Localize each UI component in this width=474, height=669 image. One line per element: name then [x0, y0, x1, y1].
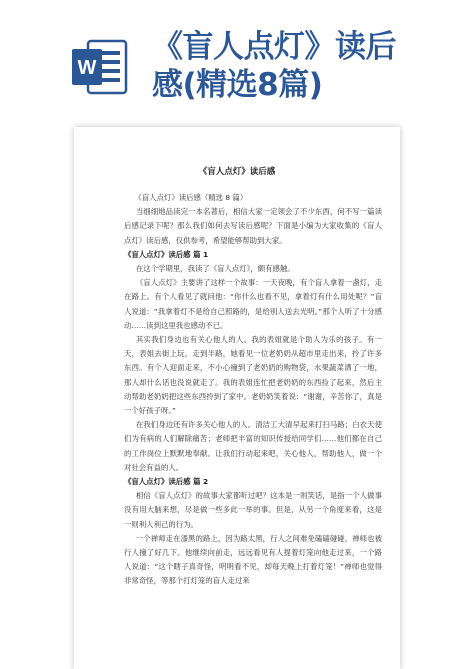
section1-paragraph-4: 在我们身边还有许多关心他人的人。清洁工大清早起来打扫马路；白衣天使们为有病的人们解除痛苦；老师把丰富的知识传授给同学们……他们都在自己的工作岗位上默默地奉献。让我们行动起来吧，关心他人，帮助他人，做一个对社会有益的人。 — [124, 420, 382, 472]
document-subtitle: 《盲人点灯》读后感（精选 8 篇） — [134, 193, 248, 202]
section1-heading: 《盲人点灯》读后感 篇 1 — [124, 249, 209, 259]
title-banner — [0, 0, 474, 118]
section1-paragraph-2: 《盲人点灯》主要讲了这样一个故事：一天夜晚，有个盲人拿着一盏灯，走在路上。有个人看见了就问他：“你什么也看不见，拿着灯有什么用处呢？”盲人说道：“我拿着灯不是给自己照路的，是给别人送去光明。”那个人听了十分感动……读到这里我也感动不已。 — [124, 278, 382, 330]
section2-heading: 《盲人点灯》读后感 篇 2 — [124, 477, 209, 487]
intro-paragraph: 当细细地品读完一本名著后，相信大家一定领会了不少东西，何不写一篇读后感记录下呢？那么我们如何去写读后感呢？下面是小编为大家收集的《盲人点灯》读后感，仅供参考，希望能够帮助到大家。 — [124, 207, 382, 245]
banner-title — [152, 28, 467, 104]
section2-paragraph-1: 相信《盲人点灯》的故事大家都听过吧？这本是一则笑话，是指一个人做事没有用大脑来想，尽是做一些多此一举的事。但是，从另一个角度来看，这是一则利人利己的行为。 — [124, 491, 382, 529]
word-document-icon — [70, 37, 130, 97]
document-body — [74, 191, 400, 589]
banner-title-line2: 感(精选8篇) — [152, 67, 323, 103]
svg-text:W: W — [77, 57, 97, 79]
section1-paragraph-1: 在这个学期里，我读了《盲人点灯》，颇有感触。 — [135, 264, 295, 274]
section1-paragraph-3: 其实我们身边也有关心他人的人。我的表姐就是个助人为乐的孩子。有一天，表姐去街上玩，走到半路，她看见一位老奶奶从超市里走出来，拎了许多东西。有个人迎面走来，不小心撞到了老奶奶的购物袋，水果蔬菜洒了一地，那人却什么话也没说就走了。我的表姐连忙把老奶奶的东西捡了起来，然后主动帮助老奶奶把这些东西拎到了家中。老奶奶笑着说：“谢谢，辛苦你了，真是一个好孩子呀。” — [124, 335, 382, 416]
section2-paragraph-2: 一个禅师走在漆黑的路上，因为路太黑，行人之间难免磕磕碰碰，禅师也被行人撞了好几下。他继续向前走，远远看见有人提着灯笼向他走过来，一个路人说道：“这个瞎子真奇怪，明明看不见，却每天晚上打着灯笼！”禅师也觉得非常奇怪，等那个打灯笼的盲人走过来 — [124, 533, 382, 586]
document-page — [74, 127, 400, 669]
document-title: 《盲人点灯》读后感 — [198, 167, 276, 177]
banner-title-line1: 《盲人点灯》读后 — [152, 29, 396, 65]
